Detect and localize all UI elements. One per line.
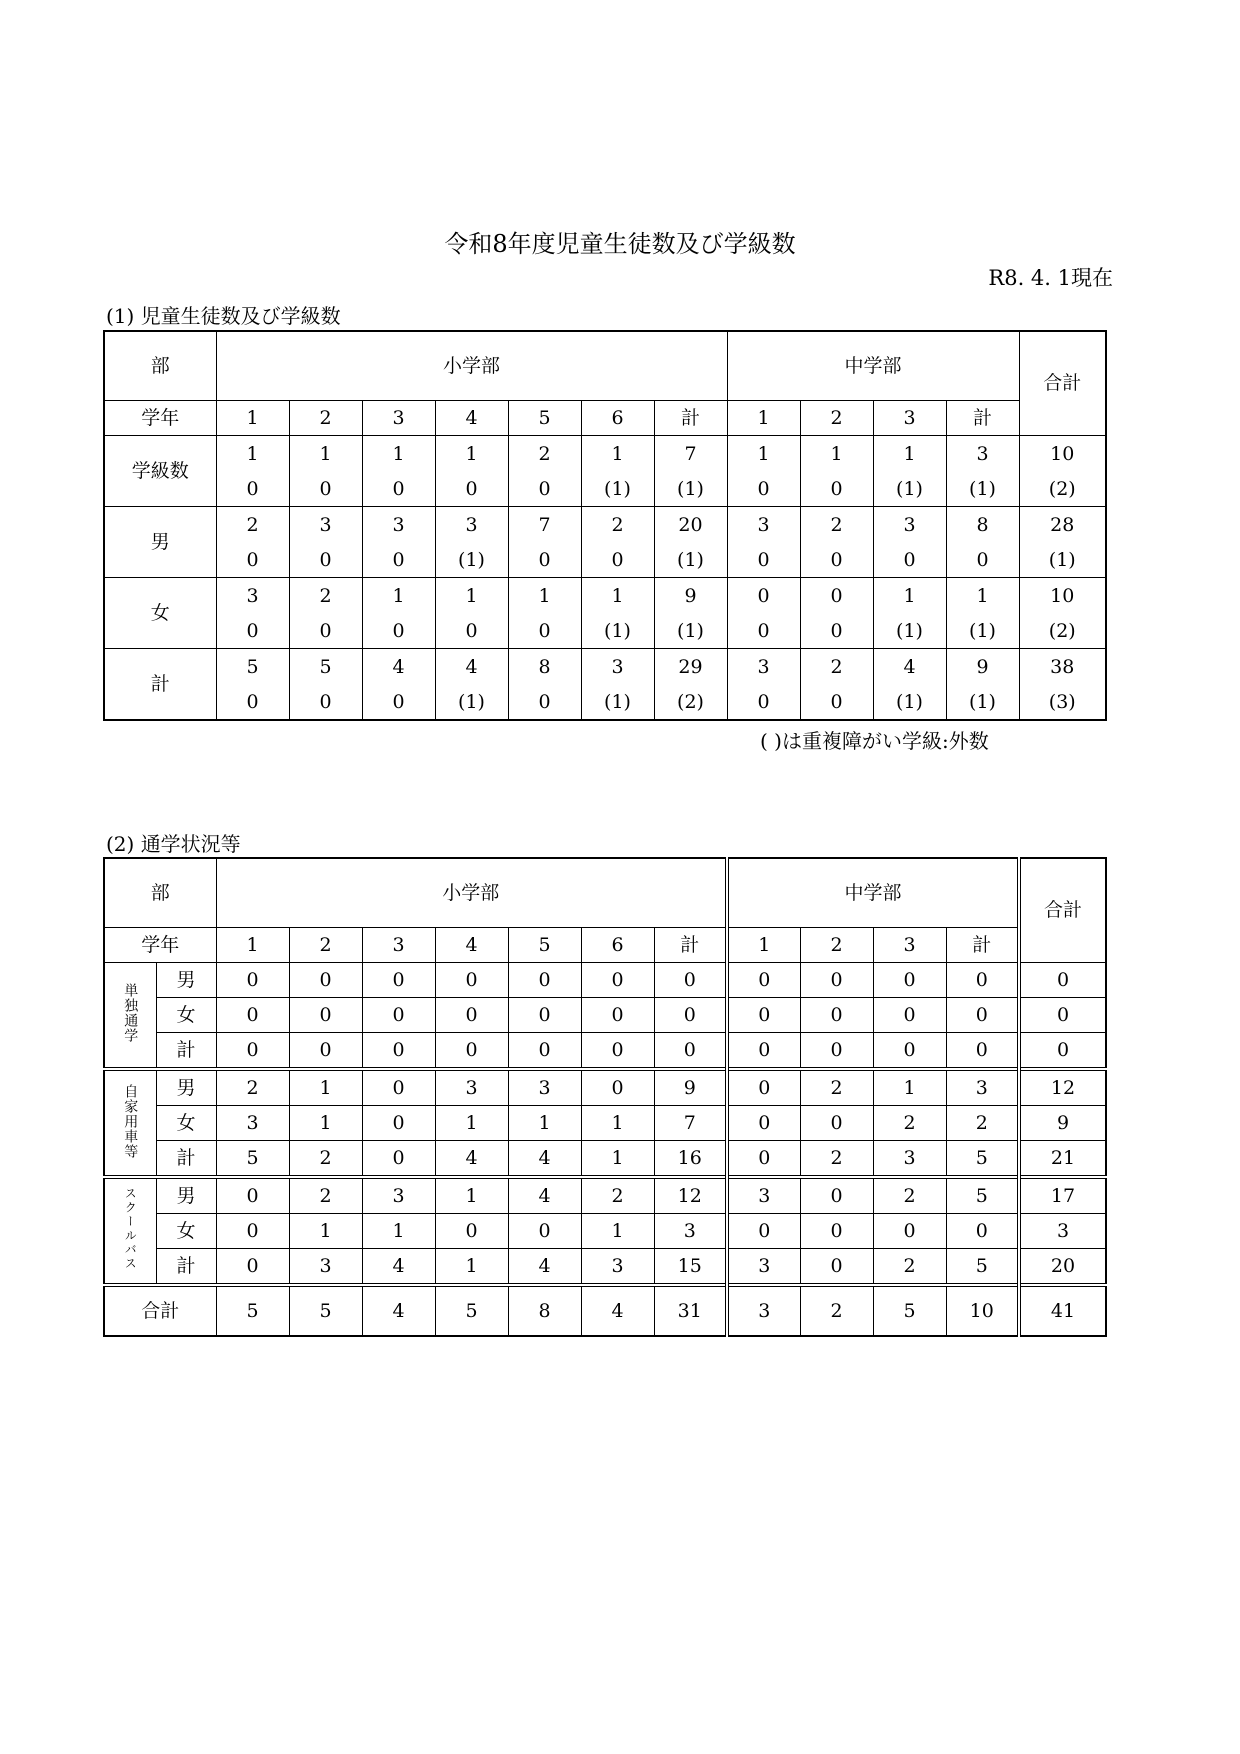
cell-multiple-disability: (3) xyxy=(1019,685,1106,720)
cell-value: 1 xyxy=(873,1069,946,1106)
cell-value: 0 xyxy=(362,1033,435,1070)
cell-value: 0 xyxy=(216,1177,289,1214)
cell-value: 2 xyxy=(289,1177,362,1214)
cell-value: 0 xyxy=(873,1033,946,1070)
cell-value: 29 xyxy=(654,649,727,686)
cell-multiple-disability: 0 xyxy=(800,472,873,507)
cell-value: 7 xyxy=(654,436,727,473)
cell-value: 1 xyxy=(435,436,508,473)
cell-value: 1 xyxy=(581,1106,654,1141)
cell-value: 17 xyxy=(1019,1177,1106,1214)
cell-value: 1 xyxy=(289,1069,362,1106)
cell-value: 3 xyxy=(216,1106,289,1141)
cell-value: 0 xyxy=(435,1214,508,1249)
cell-value: 3 xyxy=(289,507,362,544)
header-total: 合計 xyxy=(1019,331,1106,436)
cell-value: 0 xyxy=(946,963,1019,998)
cell-value: 0 xyxy=(800,1214,873,1249)
cell-value: 1 xyxy=(873,436,946,473)
header-bu: 部 xyxy=(104,331,216,401)
cell-value: 3 xyxy=(581,1249,654,1286)
cell-value: 1 xyxy=(581,578,654,615)
cell-value: 0 xyxy=(508,1214,581,1249)
cell-multiple-disability: (1) xyxy=(435,543,508,578)
cell-value: 5 xyxy=(946,1177,1019,1214)
cell-multiple-disability: (1) xyxy=(581,614,654,649)
cell-multiple-disability: 0 xyxy=(581,543,654,578)
cell-multiple-disability: 0 xyxy=(362,614,435,649)
cell-value: 1 xyxy=(362,1214,435,1249)
cell-multiple-disability: 0 xyxy=(216,543,289,578)
grade-elem-4: 4 xyxy=(435,401,508,436)
cell-value: 5 xyxy=(289,649,362,686)
cell-value: 38 xyxy=(1019,649,1106,686)
cell-value: 2 xyxy=(581,1177,654,1214)
row-label: 女 xyxy=(156,998,216,1033)
cell-value: 7 xyxy=(654,1106,727,1141)
cell-multiple-disability: (1) xyxy=(654,472,727,507)
cell-value: 1 xyxy=(435,1106,508,1141)
cell-value: 3 xyxy=(1019,1214,1106,1249)
cell-value: 2 xyxy=(800,1141,873,1178)
row-label: 女 xyxy=(156,1214,216,1249)
row-label: 計 xyxy=(104,649,216,721)
cell-multiple-disability: 0 xyxy=(289,614,362,649)
cell-value: 1 xyxy=(289,1214,362,1249)
cell-value: 2 xyxy=(289,1141,362,1178)
cell-value: 4 xyxy=(508,1141,581,1178)
grand-total-value: 8 xyxy=(508,1285,581,1336)
cell-value: 3 xyxy=(873,1141,946,1178)
cell-value: 0 xyxy=(508,1033,581,1070)
footnote: ( )は重複障がい学級:外数 xyxy=(760,729,989,753)
cell-multiple-disability: (2) xyxy=(1019,614,1106,649)
cell-value: 4 xyxy=(435,1141,508,1178)
cell-value: 0 xyxy=(873,1214,946,1249)
cell-value: 0 xyxy=(800,1249,873,1286)
cell-value: 20 xyxy=(654,507,727,544)
cell-multiple-disability: 0 xyxy=(727,614,800,649)
cell-value: 5 xyxy=(946,1249,1019,1286)
cell-value: 0 xyxy=(800,1177,873,1214)
cell-value: 3 xyxy=(435,507,508,544)
group-label-text: 自家用車等 xyxy=(122,1083,139,1159)
cell-value: 4 xyxy=(873,649,946,686)
cell-value: 0 xyxy=(727,1033,800,1070)
row-label: 計 xyxy=(156,1249,216,1286)
cell-value: 2 xyxy=(289,578,362,615)
cell-multiple-disability: 0 xyxy=(289,543,362,578)
cell-value: 0 xyxy=(581,1033,654,1070)
cell-value: 2 xyxy=(508,436,581,473)
cell-value: 3 xyxy=(289,1249,362,1286)
cell-multiple-disability: 0 xyxy=(216,472,289,507)
cell-value: 0 xyxy=(727,1106,800,1141)
grade-elem-3: 3 xyxy=(362,928,435,963)
grand-total-value: 5 xyxy=(435,1285,508,1336)
grade-elem-1: 1 xyxy=(216,401,289,436)
grand-total-value: 10 xyxy=(946,1285,1019,1336)
section-2-heading: (2) 通学状況等 xyxy=(106,832,241,856)
cell-value: 2 xyxy=(873,1177,946,1214)
cell-value: 10 xyxy=(1019,436,1106,473)
grand-total-value: 41 xyxy=(1019,1285,1106,1336)
as-of-date: R8. 4. 1現在 xyxy=(988,266,1113,290)
cell-value: 0 xyxy=(654,1033,727,1070)
cell-value: 0 xyxy=(727,1141,800,1178)
header-grade: 学年 xyxy=(104,928,216,963)
cell-value: 0 xyxy=(946,1214,1019,1249)
cell-value: 1 xyxy=(289,436,362,473)
row-label: 計 xyxy=(156,1141,216,1178)
cell-value: 12 xyxy=(1019,1069,1106,1106)
cell-value: 21 xyxy=(1019,1141,1106,1178)
cell-value: 0 xyxy=(727,578,800,615)
cell-value: 16 xyxy=(654,1141,727,1178)
group-label-text: スクールバス xyxy=(123,1187,138,1271)
cell-multiple-disability: 0 xyxy=(362,685,435,720)
cell-value: 0 xyxy=(435,1033,508,1070)
cell-multiple-disability: 0 xyxy=(289,685,362,720)
grade-elem-5: 5 xyxy=(508,401,581,436)
grade-elem-5: 5 xyxy=(508,928,581,963)
cell-value: 1 xyxy=(800,436,873,473)
cell-multiple-disability: 0 xyxy=(727,472,800,507)
cell-value: 2 xyxy=(800,649,873,686)
cell-value: 15 xyxy=(654,1249,727,1286)
cell-value: 0 xyxy=(216,1214,289,1249)
cell-multiple-disability: 0 xyxy=(508,685,581,720)
cell-multiple-disability: (1) xyxy=(873,685,946,720)
cell-value: 1 xyxy=(946,578,1019,615)
cell-value: 0 xyxy=(654,998,727,1033)
cell-value: 0 xyxy=(289,963,362,998)
row-label: 計 xyxy=(156,1033,216,1070)
cell-value: 0 xyxy=(946,1033,1019,1070)
students-and-classes-table xyxy=(103,330,1107,721)
cell-value: 4 xyxy=(435,649,508,686)
cell-value: 3 xyxy=(435,1069,508,1106)
cell-value: 0 xyxy=(362,1141,435,1178)
cell-multiple-disability: 0 xyxy=(435,614,508,649)
cell-multiple-disability: 0 xyxy=(508,472,581,507)
cell-value: 3 xyxy=(873,507,946,544)
grade-elem-7: 計 xyxy=(654,928,727,963)
cell-value: 3 xyxy=(727,507,800,544)
cell-multiple-disability: 0 xyxy=(727,543,800,578)
grade-jr-4: 計 xyxy=(946,401,1019,436)
grade-elem-1: 1 xyxy=(216,928,289,963)
header-bu: 部 xyxy=(104,858,216,928)
row-label: 男 xyxy=(104,507,216,578)
cell-value: 5 xyxy=(216,649,289,686)
grade-jr-3: 3 xyxy=(873,928,946,963)
cell-multiple-disability: 0 xyxy=(946,543,1019,578)
cell-value: 3 xyxy=(654,1214,727,1249)
grade-elem-4: 4 xyxy=(435,928,508,963)
cell-value: 0 xyxy=(289,998,362,1033)
cell-value: 1 xyxy=(508,578,581,615)
cell-value: 12 xyxy=(654,1177,727,1214)
cell-value: 0 xyxy=(1019,963,1106,998)
cell-value: 5 xyxy=(946,1141,1019,1178)
cell-value: 0 xyxy=(216,1249,289,1286)
cell-value: 9 xyxy=(1019,1106,1106,1141)
cell-value: 8 xyxy=(946,507,1019,544)
cell-value: 4 xyxy=(508,1177,581,1214)
cell-value: 0 xyxy=(727,998,800,1033)
grade-elem-2: 2 xyxy=(289,928,362,963)
cell-value: 1 xyxy=(508,1106,581,1141)
cell-value: 0 xyxy=(800,998,873,1033)
cell-multiple-disability: 0 xyxy=(508,543,581,578)
cell-value: 2 xyxy=(873,1106,946,1141)
cell-multiple-disability: (1) xyxy=(946,685,1019,720)
cell-value: 0 xyxy=(800,963,873,998)
cell-value: 0 xyxy=(1019,1033,1106,1070)
cell-value: 2 xyxy=(946,1106,1019,1141)
cell-value: 0 xyxy=(362,1069,435,1106)
cell-value: 2 xyxy=(216,507,289,544)
cell-value: 3 xyxy=(727,1177,800,1214)
grade-elem-6: 6 xyxy=(581,401,654,436)
cell-value: 3 xyxy=(727,1249,800,1286)
cell-value: 0 xyxy=(800,578,873,615)
cell-value: 0 xyxy=(727,963,800,998)
cell-value: 0 xyxy=(508,963,581,998)
row-label: 学級数 xyxy=(104,436,216,507)
cell-value: 0 xyxy=(216,963,289,998)
cell-value: 0 xyxy=(362,998,435,1033)
grand-total-value: 4 xyxy=(362,1285,435,1336)
cell-multiple-disability: (1) xyxy=(581,685,654,720)
cell-value: 0 xyxy=(800,1033,873,1070)
header-total: 合計 xyxy=(1019,858,1106,963)
cell-value: 0 xyxy=(581,1069,654,1106)
cell-multiple-disability: 0 xyxy=(873,543,946,578)
group-label-text: 単独通学 xyxy=(122,983,139,1043)
grade-elem-3: 3 xyxy=(362,401,435,436)
cell-value: 3 xyxy=(362,507,435,544)
cell-value: 0 xyxy=(1019,998,1106,1033)
cell-multiple-disability: 0 xyxy=(362,472,435,507)
grade-jr-1: 1 xyxy=(727,928,800,963)
cell-multiple-disability: (1) xyxy=(654,614,727,649)
cell-value: 5 xyxy=(216,1141,289,1178)
cell-value: 0 xyxy=(362,1106,435,1141)
commute-status-table xyxy=(103,857,1107,1337)
cell-value: 0 xyxy=(581,963,654,998)
cell-value: 0 xyxy=(508,998,581,1033)
cell-value: 2 xyxy=(800,1069,873,1106)
cell-multiple-disability: (1) xyxy=(873,472,946,507)
cell-value: 1 xyxy=(435,1249,508,1286)
grade-elem-2: 2 xyxy=(289,401,362,436)
cell-value: 0 xyxy=(800,1106,873,1141)
cell-multiple-disability: (1) xyxy=(435,685,508,720)
cell-value: 0 xyxy=(727,1214,800,1249)
cell-value: 1 xyxy=(216,436,289,473)
cell-value: 3 xyxy=(216,578,289,615)
cell-value: 0 xyxy=(216,998,289,1033)
cell-multiple-disability: 0 xyxy=(216,614,289,649)
row-label: 男 xyxy=(156,1177,216,1214)
cell-multiple-disability: (1) xyxy=(873,614,946,649)
cell-value: 1 xyxy=(581,1214,654,1249)
cell-value: 7 xyxy=(508,507,581,544)
cell-value: 1 xyxy=(873,578,946,615)
cell-value: 0 xyxy=(216,1033,289,1070)
cell-multiple-disability: 0 xyxy=(800,614,873,649)
cell-value: 28 xyxy=(1019,507,1106,544)
cell-multiple-disability: (2) xyxy=(1019,472,1106,507)
cell-value: 0 xyxy=(581,998,654,1033)
cell-value: 3 xyxy=(581,649,654,686)
cell-multiple-disability: 0 xyxy=(435,472,508,507)
cell-value: 3 xyxy=(946,436,1019,473)
grand-total-value: 5 xyxy=(873,1285,946,1336)
grand-total-value: 3 xyxy=(727,1285,800,1336)
cell-value: 1 xyxy=(435,578,508,615)
grade-jr-1: 1 xyxy=(727,401,800,436)
cell-multiple-disability: (2) xyxy=(654,685,727,720)
cell-value: 9 xyxy=(654,578,727,615)
header-elementary: 小学部 xyxy=(216,858,727,928)
grade-elem-6: 6 xyxy=(581,928,654,963)
cell-multiple-disability: 0 xyxy=(216,685,289,720)
header-junior: 中学部 xyxy=(727,331,1019,401)
cell-multiple-disability: (1) xyxy=(581,472,654,507)
cell-value: 4 xyxy=(362,1249,435,1286)
cell-value: 1 xyxy=(581,1141,654,1178)
grade-jr-2: 2 xyxy=(800,401,873,436)
cell-value: 0 xyxy=(727,1069,800,1106)
cell-value: 2 xyxy=(216,1069,289,1106)
cell-value: 3 xyxy=(727,649,800,686)
cell-value: 1 xyxy=(435,1177,508,1214)
cell-value: 1 xyxy=(289,1106,362,1141)
group-label xyxy=(104,1177,156,1285)
cell-multiple-disability: (1) xyxy=(654,543,727,578)
page-title: 令和8年度児童生徒数及び学級数 xyxy=(444,230,796,258)
cell-value: 20 xyxy=(1019,1249,1106,1286)
cell-value: 0 xyxy=(435,998,508,1033)
group-label xyxy=(104,1069,156,1177)
grand-total-label: 合計 xyxy=(104,1285,216,1336)
grade-jr-2: 2 xyxy=(800,928,873,963)
grade-jr-3: 3 xyxy=(873,401,946,436)
cell-value: 3 xyxy=(508,1069,581,1106)
grade-jr-4: 計 xyxy=(946,928,1019,963)
cell-value: 1 xyxy=(362,578,435,615)
cell-multiple-disability: 0 xyxy=(727,685,800,720)
cell-value: 1 xyxy=(727,436,800,473)
cell-value: 2 xyxy=(800,507,873,544)
cell-value: 2 xyxy=(581,507,654,544)
cell-value: 10 xyxy=(1019,578,1106,615)
grand-total-value: 2 xyxy=(800,1285,873,1336)
cell-value: 4 xyxy=(362,649,435,686)
row-label: 女 xyxy=(104,578,216,649)
grand-total-value: 4 xyxy=(581,1285,654,1336)
cell-value: 9 xyxy=(654,1069,727,1106)
section-1-heading: (1) 児童生徒数及び学級数 xyxy=(106,304,341,328)
header-junior: 中学部 xyxy=(727,858,1019,928)
cell-value: 0 xyxy=(873,963,946,998)
cell-value: 9 xyxy=(946,649,1019,686)
row-label: 男 xyxy=(156,963,216,998)
cell-multiple-disability: (1) xyxy=(946,614,1019,649)
cell-value: 0 xyxy=(654,963,727,998)
cell-value: 3 xyxy=(946,1069,1019,1106)
cell-value: 8 xyxy=(508,649,581,686)
group-label xyxy=(104,963,156,1070)
cell-value: 0 xyxy=(435,963,508,998)
grand-total-value: 5 xyxy=(289,1285,362,1336)
cell-multiple-disability: 0 xyxy=(800,685,873,720)
cell-value: 3 xyxy=(362,1177,435,1214)
cell-value: 4 xyxy=(508,1249,581,1286)
grade-elem-7: 計 xyxy=(654,401,727,436)
cell-value: 0 xyxy=(289,1033,362,1070)
header-grade: 学年 xyxy=(104,401,216,436)
grand-total-value: 5 xyxy=(216,1285,289,1336)
header-elementary: 小学部 xyxy=(216,331,727,401)
grand-total-value: 31 xyxy=(654,1285,727,1336)
cell-value: 1 xyxy=(581,436,654,473)
cell-multiple-disability: 0 xyxy=(508,614,581,649)
cell-multiple-disability: (1) xyxy=(1019,543,1106,578)
cell-value: 2 xyxy=(873,1249,946,1286)
cell-multiple-disability: 0 xyxy=(362,543,435,578)
cell-value: 1 xyxy=(362,436,435,473)
cell-multiple-disability: (1) xyxy=(946,472,1019,507)
cell-multiple-disability: 0 xyxy=(800,543,873,578)
cell-value: 0 xyxy=(362,963,435,998)
row-label: 女 xyxy=(156,1106,216,1141)
row-label: 男 xyxy=(156,1069,216,1106)
cell-value: 0 xyxy=(873,998,946,1033)
cell-value: 0 xyxy=(946,998,1019,1033)
cell-multiple-disability: 0 xyxy=(289,472,362,507)
